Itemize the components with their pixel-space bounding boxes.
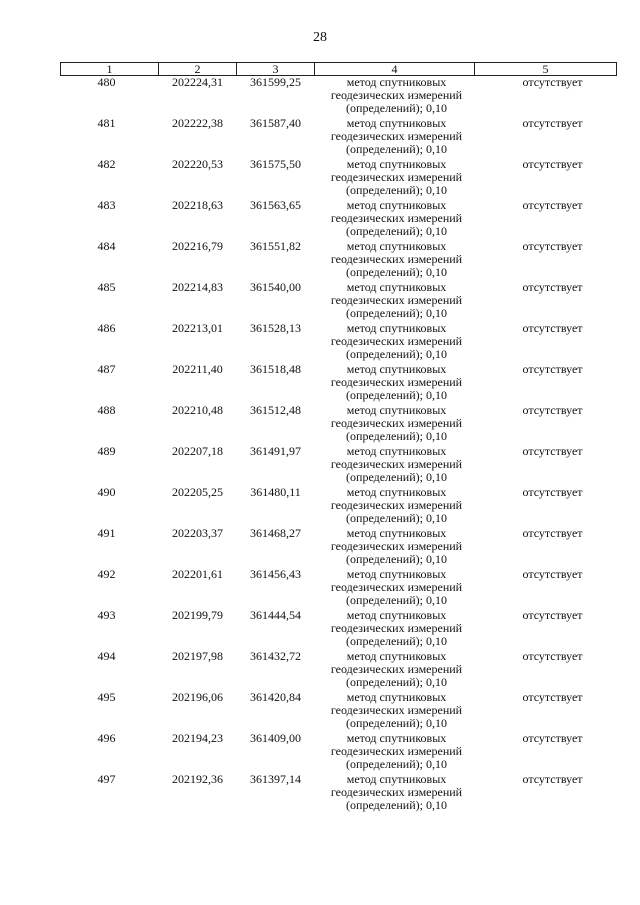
method-line: метод спутниковых <box>346 772 447 786</box>
table-row <box>61 445 617 486</box>
method-line: (определений); 0,10 <box>346 388 447 402</box>
x-coordinate-cell: 202214,83 <box>172 280 223 294</box>
method-line: (определений); 0,10 <box>346 429 447 443</box>
method-line: метод спутниковых <box>346 690 447 704</box>
point-number-cell: 486 <box>97 321 116 335</box>
table-row <box>61 691 617 732</box>
point-number-cell: 487 <box>97 362 116 376</box>
description-cell: отсутствует <box>522 116 583 130</box>
description-cell: отсутствует <box>522 157 583 171</box>
method-line: геодезических измерений <box>330 580 463 594</box>
header-col-2: 2 <box>159 63 237 76</box>
table-row <box>61 117 617 158</box>
method-cell <box>315 609 475 650</box>
table-row <box>61 158 617 199</box>
method-line: геодезических измерений <box>330 252 463 266</box>
x-coordinate-cell: 202199,79 <box>172 608 223 622</box>
method-line: метод спутниковых <box>346 608 447 622</box>
point-number-cell: 482 <box>97 157 116 171</box>
method-line: геодезических измерений <box>330 703 463 717</box>
description-cell: отсутствует <box>522 362 583 376</box>
table-row <box>61 568 617 609</box>
description-cell: отсутствует <box>522 239 583 253</box>
point-number-cell: 493 <box>97 608 116 622</box>
y-coordinate-cell: 361540,00 <box>250 280 301 294</box>
table-row <box>61 527 617 568</box>
coordinates-table <box>60 62 617 814</box>
method-line: метод спутниковых <box>346 362 447 376</box>
y-coordinate-cell: 361491,97 <box>250 444 301 458</box>
point-number-cell: 494 <box>97 649 116 663</box>
header-col-5: 5 <box>475 63 617 76</box>
point-number-cell: 489 <box>97 444 116 458</box>
method-line: метод спутниковых <box>346 485 447 499</box>
method-line: (определений); 0,10 <box>346 183 447 197</box>
method-cell <box>315 158 475 199</box>
method-line: геодезических измерений <box>330 334 463 348</box>
method-line: (определений); 0,10 <box>346 511 447 525</box>
table-row <box>61 650 617 691</box>
point-number-cell: 492 <box>97 567 116 581</box>
method-line: геодезических измерений <box>330 785 463 799</box>
header-row <box>61 63 617 76</box>
table-row <box>61 199 617 240</box>
method-cell <box>315 773 475 814</box>
x-coordinate-cell: 202203,37 <box>172 526 223 540</box>
description-cell: отсутствует <box>522 403 583 417</box>
method-line: метод спутниковых <box>346 198 447 212</box>
description-cell: отсутствует <box>522 280 583 294</box>
table-row <box>61 609 617 650</box>
y-coordinate-cell: 361563,65 <box>250 198 301 212</box>
method-line: (определений); 0,10 <box>346 593 447 607</box>
method-cell <box>315 404 475 445</box>
y-coordinate-cell: 361551,82 <box>250 239 301 253</box>
method-line: (определений); 0,10 <box>346 798 447 812</box>
y-coordinate-cell: 361599,25 <box>250 75 301 89</box>
method-line: геодезических измерений <box>330 498 463 512</box>
x-coordinate-cell: 202218,63 <box>172 198 223 212</box>
method-cell <box>315 363 475 404</box>
description-cell: отсутствует <box>522 485 583 499</box>
table-row <box>61 281 617 322</box>
method-cell <box>315 117 475 158</box>
method-line: метод спутниковых <box>346 280 447 294</box>
description-cell: отсутствует <box>522 321 583 335</box>
method-cell <box>315 486 475 527</box>
x-coordinate-cell: 202205,25 <box>172 485 223 499</box>
method-line: метод спутниковых <box>346 239 447 253</box>
method-line: (определений); 0,10 <box>346 306 447 320</box>
page-number: 28 <box>313 30 327 45</box>
method-cell <box>315 199 475 240</box>
table-row <box>61 404 617 445</box>
method-cell <box>315 445 475 486</box>
header-col-3: 3 <box>237 63 315 76</box>
y-coordinate-cell: 361528,13 <box>250 321 301 335</box>
method-line: (определений); 0,10 <box>346 757 447 771</box>
method-cell <box>315 322 475 363</box>
point-number-cell: 490 <box>97 485 116 499</box>
x-coordinate-cell: 202207,18 <box>172 444 223 458</box>
point-number-cell: 481 <box>97 116 116 130</box>
method-line: (определений); 0,10 <box>346 470 447 484</box>
table-row <box>61 363 617 404</box>
method-line: метод спутниковых <box>346 731 447 745</box>
point-number-cell: 485 <box>97 280 116 294</box>
x-coordinate-cell: 202210,48 <box>172 403 223 417</box>
y-coordinate-cell: 361456,43 <box>250 567 301 581</box>
x-coordinate-cell: 202211,40 <box>172 362 223 376</box>
table-body <box>61 76 617 815</box>
point-number-cell: 497 <box>97 772 116 786</box>
method-line: (определений); 0,10 <box>346 265 447 279</box>
method-line: метод спутниковых <box>346 649 447 663</box>
method-line: геодезических измерений <box>330 129 463 143</box>
description-cell: отсутствует <box>522 690 583 704</box>
y-coordinate-cell: 361512,48 <box>250 403 301 417</box>
point-number-cell: 484 <box>97 239 116 253</box>
table-row <box>61 322 617 363</box>
y-coordinate-cell: 361480,11 <box>250 485 301 499</box>
method-line: метод спутниковых <box>346 157 447 171</box>
method-cell <box>315 732 475 773</box>
method-line: геодезических измерений <box>330 457 463 471</box>
method-line: геодезических измерений <box>330 539 463 553</box>
description-cell: отсутствует <box>522 649 583 663</box>
method-cell <box>315 650 475 691</box>
table-row <box>61 732 617 773</box>
description-cell: отсутствует <box>522 731 583 745</box>
method-line: (определений); 0,10 <box>346 101 447 115</box>
method-cell <box>315 691 475 732</box>
method-cell <box>315 281 475 322</box>
method-line: (определений); 0,10 <box>346 142 447 156</box>
table-header <box>61 63 617 76</box>
y-coordinate-cell: 361587,40 <box>250 116 301 130</box>
x-coordinate-cell: 202197,98 <box>172 649 223 663</box>
method-line: метод спутниковых <box>346 567 447 581</box>
description-cell: отсутствует <box>522 567 583 581</box>
x-coordinate-cell: 202201,61 <box>172 567 223 581</box>
description-cell: отсутствует <box>522 608 583 622</box>
x-coordinate-cell: 202222,38 <box>172 116 223 130</box>
coordinates-table-container <box>60 62 616 814</box>
method-line: метод спутниковых <box>346 75 447 89</box>
x-coordinate-cell: 202224,31 <box>172 75 223 89</box>
method-cell <box>315 240 475 281</box>
method-line: геодезических измерений <box>330 211 463 225</box>
y-coordinate-cell: 361518,48 <box>250 362 301 376</box>
description-cell: отсутствует <box>522 198 583 212</box>
method-cell <box>315 76 475 118</box>
method-line: геодезических измерений <box>330 170 463 184</box>
method-line: геодезических измерений <box>330 375 463 389</box>
point-number-cell: 496 <box>97 731 116 745</box>
y-coordinate-cell: 361444,54 <box>250 608 301 622</box>
method-line: метод спутниковых <box>346 526 447 540</box>
header-col-1: 1 <box>61 63 159 76</box>
method-line: (определений); 0,10 <box>346 675 447 689</box>
x-coordinate-cell: 202192,36 <box>172 772 223 786</box>
x-coordinate-cell: 202194,23 <box>172 731 223 745</box>
point-number-cell: 488 <box>97 403 116 417</box>
point-number-cell: 491 <box>97 526 116 540</box>
method-cell <box>315 568 475 609</box>
table-row <box>61 773 617 814</box>
x-coordinate-cell: 202196,06 <box>172 690 223 704</box>
method-line: метод спутниковых <box>346 116 447 130</box>
table-row <box>61 240 617 281</box>
method-line: геодезических измерений <box>330 744 463 758</box>
x-coordinate-cell: 202220,53 <box>172 157 223 171</box>
method-cell <box>315 527 475 568</box>
method-line: (определений); 0,10 <box>346 224 447 238</box>
y-coordinate-cell: 361432,72 <box>250 649 301 663</box>
method-line: (определений); 0,10 <box>346 634 447 648</box>
method-line: геодезических измерений <box>330 293 463 307</box>
point-number-cell: 495 <box>97 690 116 704</box>
point-number-cell: 483 <box>97 198 116 212</box>
x-coordinate-cell: 202216,79 <box>172 239 223 253</box>
method-line: геодезических измерений <box>330 88 463 102</box>
method-line: метод спутниковых <box>346 444 447 458</box>
table-row <box>61 486 617 527</box>
method-line: метод спутниковых <box>346 403 447 417</box>
y-coordinate-cell: 361397,14 <box>250 772 301 786</box>
method-line: (определений); 0,10 <box>346 552 447 566</box>
table-row <box>61 76 617 118</box>
y-coordinate-cell: 361420,84 <box>250 690 301 704</box>
method-line: (определений); 0,10 <box>346 716 447 730</box>
description-cell: отсутствует <box>522 772 583 786</box>
description-cell: отсутствует <box>522 526 583 540</box>
method-line: геодезических измерений <box>330 621 463 635</box>
header-col-4: 4 <box>315 63 475 76</box>
y-coordinate-cell: 361409,00 <box>250 731 301 745</box>
description-cell: отсутствует <box>522 75 583 89</box>
method-line: геодезических измерений <box>330 662 463 676</box>
x-coordinate-cell: 202213,01 <box>172 321 223 335</box>
method-line: геодезических измерений <box>330 416 463 430</box>
y-coordinate-cell: 361468,27 <box>250 526 301 540</box>
method-line: (определений); 0,10 <box>346 347 447 361</box>
y-coordinate-cell: 361575,50 <box>250 157 301 171</box>
description-cell: отсутствует <box>522 444 583 458</box>
point-number-cell: 480 <box>97 75 116 89</box>
method-line: метод спутниковых <box>346 321 447 335</box>
